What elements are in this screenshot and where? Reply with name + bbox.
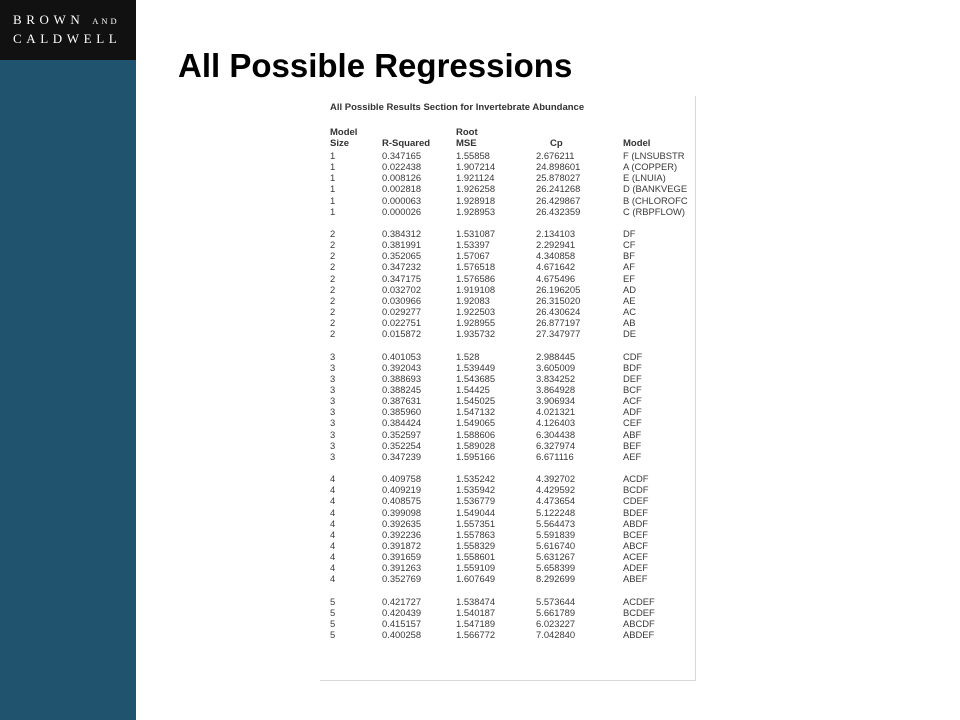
root-mse-cell: 1.576518 bbox=[456, 261, 496, 273]
table-row bbox=[320, 183, 695, 194]
r-squared-cell: 0.420439 bbox=[382, 606, 422, 618]
cp-cell: 8.292699 bbox=[536, 573, 576, 585]
r-squared-cell: 0.022438 bbox=[382, 161, 422, 173]
r-squared-cell: 0.385960 bbox=[382, 406, 422, 418]
root-mse-cell: 1.907214 bbox=[456, 161, 496, 173]
model-cell: ACEF bbox=[623, 551, 649, 563]
table-row bbox=[320, 618, 695, 629]
model-cell: BDF bbox=[623, 361, 642, 373]
r-squared-cell: 0.400258 bbox=[382, 629, 422, 641]
model-cell: DF bbox=[623, 227, 636, 239]
cp-cell: 3.864928 bbox=[536, 383, 576, 395]
cp-cell: 2.134103 bbox=[536, 227, 576, 239]
r-squared-cell: 0.000026 bbox=[382, 205, 422, 217]
cp-cell: 4.021321 bbox=[536, 406, 576, 418]
r-squared-cell: 0.415157 bbox=[382, 617, 422, 629]
root-mse-cell: 1.557863 bbox=[456, 528, 496, 540]
r-squared-cell: 0.399098 bbox=[382, 506, 422, 518]
logo-word-caldwell: CALDWELL bbox=[13, 31, 122, 46]
cp-cell: 4.671642 bbox=[536, 261, 576, 273]
root-mse-cell: 1.535942 bbox=[456, 484, 496, 496]
model-size-cell: 1 bbox=[330, 205, 336, 217]
r-squared-cell: 0.387631 bbox=[382, 395, 422, 407]
root-mse-cell: 1.539449 bbox=[456, 361, 496, 373]
model-size-cell: 4 bbox=[330, 573, 336, 585]
root-mse-cell: 1.547189 bbox=[456, 617, 496, 629]
root-mse-cell: 1.53397 bbox=[456, 239, 490, 251]
model-size-cell: 3 bbox=[330, 428, 336, 440]
r-squared-cell: 0.347175 bbox=[382, 272, 422, 284]
root-mse-cell: 1.55858 bbox=[456, 150, 490, 161]
model-size-cell: 4 bbox=[330, 539, 336, 551]
cp-cell: 4.429592 bbox=[536, 484, 576, 496]
model-cell: CEF bbox=[623, 417, 642, 429]
table-row bbox=[320, 362, 695, 373]
table-row bbox=[320, 473, 695, 484]
r-squared-cell: 0.391872 bbox=[382, 539, 422, 551]
root-mse-cell: 1.92083 bbox=[456, 294, 490, 306]
table-row bbox=[320, 206, 695, 217]
table-row bbox=[320, 495, 695, 506]
r-squared-cell: 0.347232 bbox=[382, 261, 422, 273]
table-row bbox=[320, 295, 695, 306]
model-cell: AB bbox=[623, 317, 636, 329]
model-size-cell: 3 bbox=[330, 372, 336, 384]
root-mse-cell: 1.922503 bbox=[456, 305, 496, 317]
table-row bbox=[320, 507, 695, 518]
table-row bbox=[320, 328, 695, 339]
table-row bbox=[320, 228, 695, 239]
root-mse-cell: 1.595166 bbox=[456, 450, 496, 462]
cp-cell: 5.564473 bbox=[536, 517, 576, 529]
root-mse-cell: 1.928953 bbox=[456, 205, 496, 217]
model-cell: D (BANKVEGE bbox=[623, 183, 688, 195]
table-row bbox=[320, 529, 695, 540]
model-size-cell: 3 bbox=[330, 361, 336, 373]
logo-word-brown: BROWN bbox=[13, 12, 85, 27]
root-mse-cell: 1.538474 bbox=[456, 595, 496, 607]
cp-cell: 5.616740 bbox=[536, 539, 576, 551]
model-cell: F (LNSUBSTR bbox=[623, 150, 685, 161]
r-squared-cell: 0.408575 bbox=[382, 495, 422, 507]
model-cell: ABCF bbox=[623, 539, 649, 551]
r-squared-cell: 0.391659 bbox=[382, 551, 422, 563]
root-mse-cell: 1.543685 bbox=[456, 372, 496, 384]
model-size-cell: 4 bbox=[330, 528, 336, 540]
model-size-cell: 5 bbox=[330, 617, 336, 629]
model-cell: ACDEF bbox=[623, 595, 655, 607]
table-row bbox=[320, 351, 695, 362]
model-cell: A (COPPER) bbox=[623, 161, 678, 173]
r-squared-cell: 0.032702 bbox=[382, 283, 422, 295]
cp-cell: 5.573644 bbox=[536, 595, 576, 607]
model-cell: ADF bbox=[623, 406, 642, 418]
cp-cell: 6.327974 bbox=[536, 439, 576, 451]
model-cell: ABDF bbox=[623, 517, 649, 529]
model-size-cell: 4 bbox=[330, 495, 336, 507]
cp-cell: 3.605009 bbox=[536, 361, 576, 373]
table-row bbox=[320, 384, 695, 395]
header-model: Model bbox=[623, 138, 651, 149]
root-mse-cell: 1.921124 bbox=[456, 172, 495, 184]
results-body bbox=[320, 150, 695, 640]
model-size-cell: 2 bbox=[330, 294, 336, 306]
table-row bbox=[320, 629, 695, 640]
cp-cell: 4.473654 bbox=[536, 495, 576, 507]
model-cell: AEF bbox=[623, 450, 642, 462]
r-squared-cell: 0.000063 bbox=[382, 194, 422, 206]
model-cell: BCDEF bbox=[623, 606, 655, 618]
r-squared-cell: 0.392635 bbox=[382, 517, 422, 529]
table-row bbox=[320, 250, 695, 261]
cp-cell: 4.392702 bbox=[536, 473, 576, 485]
root-mse-cell: 1.928918 bbox=[456, 194, 496, 206]
model-cell: E (LNUIA) bbox=[623, 172, 666, 184]
cp-cell: 26.432359 bbox=[536, 205, 581, 217]
model-size-cell: 2 bbox=[330, 227, 336, 239]
table-row bbox=[320, 484, 695, 495]
r-squared-cell: 0.352769 bbox=[382, 573, 422, 585]
model-cell: DE bbox=[623, 328, 637, 340]
root-mse-cell: 1.566772 bbox=[456, 629, 496, 641]
sidebar-band bbox=[0, 0, 136, 720]
slide-title: All Possible Regressions bbox=[178, 47, 573, 84]
root-mse-cell: 1.607649 bbox=[456, 573, 496, 585]
cp-cell: 5.661789 bbox=[536, 606, 576, 618]
brown-and-caldwell-logo bbox=[0, 0, 136, 60]
model-cell: AD bbox=[623, 283, 637, 295]
model-size-cell: 5 bbox=[330, 595, 336, 607]
model-cell: CF bbox=[623, 239, 636, 251]
r-squared-cell: 0.015872 bbox=[382, 328, 422, 340]
cp-cell: 25.878027 bbox=[536, 172, 581, 184]
table-row bbox=[320, 540, 695, 551]
cp-cell: 6.671116 bbox=[536, 450, 574, 462]
root-mse-cell: 1.558601 bbox=[456, 551, 496, 563]
cp-cell: 5.591839 bbox=[536, 528, 576, 540]
model-cell: ABF bbox=[623, 428, 642, 440]
table-row bbox=[320, 395, 695, 406]
model-size-cell: 2 bbox=[330, 305, 336, 317]
model-size-cell: 3 bbox=[330, 417, 336, 429]
table-row bbox=[320, 518, 695, 529]
table-row bbox=[320, 284, 695, 295]
r-squared-cell: 0.352254 bbox=[382, 439, 422, 451]
root-mse-cell: 1.589028 bbox=[456, 439, 496, 451]
cp-cell: 26.877197 bbox=[536, 317, 581, 329]
model-size-cell: 4 bbox=[330, 517, 336, 529]
table-row bbox=[320, 429, 695, 440]
r-squared-cell: 0.022751 bbox=[382, 317, 422, 329]
table-row bbox=[320, 195, 695, 206]
model-cell: ADEF bbox=[623, 562, 649, 574]
table-row bbox=[320, 306, 695, 317]
table-caption: All Possible Results Section for Invertebrate Abundance bbox=[330, 102, 585, 113]
model-size-cell: 1 bbox=[330, 194, 336, 206]
cp-cell: 26.430624 bbox=[536, 305, 581, 317]
cp-cell: 6.304438 bbox=[536, 428, 576, 440]
table-row bbox=[320, 562, 695, 573]
r-squared-cell: 0.384424 bbox=[382, 417, 422, 429]
model-size-cell: 4 bbox=[330, 551, 336, 563]
table-row bbox=[320, 150, 695, 161]
root-mse-cell: 1.531087 bbox=[456, 227, 496, 239]
model-size-cell: 3 bbox=[330, 406, 336, 418]
root-mse-cell: 1.576586 bbox=[456, 272, 496, 284]
model-size-cell: 1 bbox=[330, 172, 336, 184]
root-mse-cell: 1.535242 bbox=[456, 473, 496, 485]
model-size-cell: 4 bbox=[330, 562, 336, 574]
model-cell: ABDEF bbox=[623, 629, 655, 641]
model-cell: BF bbox=[623, 250, 635, 262]
cp-cell: 4.340858 bbox=[536, 250, 576, 262]
table-row bbox=[320, 161, 695, 172]
cp-cell: 5.631267 bbox=[536, 551, 576, 563]
r-squared-cell: 0.352597 bbox=[382, 428, 422, 440]
model-size-cell: 4 bbox=[330, 473, 336, 485]
cp-cell: 26.315020 bbox=[536, 294, 581, 306]
r-squared-cell: 0.401053 bbox=[382, 350, 422, 362]
model-size-cell: 2 bbox=[330, 283, 336, 295]
r-squared-cell: 0.392236 bbox=[382, 528, 422, 540]
model-cell: EF bbox=[623, 272, 635, 284]
cp-cell: 2.676211 bbox=[536, 150, 575, 161]
r-squared-cell: 0.392043 bbox=[382, 361, 422, 373]
cp-cell: 5.122248 bbox=[536, 506, 576, 518]
table-row bbox=[320, 417, 695, 428]
r-squared-cell: 0.384312 bbox=[382, 227, 422, 239]
model-size-cell: 3 bbox=[330, 395, 336, 407]
root-mse-cell: 1.547132 bbox=[456, 406, 496, 418]
model-cell: ACDF bbox=[623, 473, 649, 485]
root-mse-cell: 1.928955 bbox=[456, 317, 496, 329]
model-size-cell: 2 bbox=[330, 328, 336, 340]
root-mse-cell: 1.559109 bbox=[456, 562, 496, 574]
cp-cell: 26.241268 bbox=[536, 183, 581, 195]
model-cell: BCDF bbox=[623, 484, 649, 496]
root-mse-cell: 1.935732 bbox=[456, 328, 496, 340]
model-size-cell: 3 bbox=[330, 439, 336, 451]
model-cell: AF bbox=[623, 261, 635, 273]
table-row bbox=[320, 451, 695, 462]
cp-cell: 27.347977 bbox=[536, 328, 581, 340]
root-mse-cell: 1.549044 bbox=[456, 506, 496, 518]
cp-cell: 5.658399 bbox=[536, 562, 576, 574]
model-cell: CDF bbox=[623, 350, 643, 362]
cp-cell: 7.042840 bbox=[536, 629, 576, 641]
model-size-cell: 1 bbox=[330, 161, 336, 173]
r-squared-cell: 0.421727 bbox=[382, 595, 422, 607]
table-row bbox=[320, 317, 695, 328]
table-row bbox=[320, 239, 695, 250]
table-row bbox=[320, 172, 695, 183]
model-cell: ACF bbox=[623, 395, 642, 407]
model-cell: BEF bbox=[623, 439, 642, 451]
root-mse-cell: 1.57067 bbox=[456, 250, 490, 262]
root-mse-cell: 1.557351 bbox=[456, 517, 496, 529]
root-mse-cell: 1.536779 bbox=[456, 495, 496, 507]
model-size-cell: 4 bbox=[330, 484, 336, 496]
model-cell: ABEF bbox=[623, 573, 648, 585]
table-row bbox=[320, 607, 695, 618]
model-cell: AE bbox=[623, 294, 636, 306]
cp-cell: 26.196205 bbox=[536, 283, 581, 295]
r-squared-cell: 0.008126 bbox=[382, 172, 422, 184]
cp-cell: 2.292941 bbox=[536, 239, 576, 251]
root-mse-cell: 1.926258 bbox=[456, 183, 496, 195]
r-squared-cell: 0.391263 bbox=[382, 562, 422, 574]
model-size-cell: 3 bbox=[330, 350, 336, 362]
table-row bbox=[320, 273, 695, 284]
model-cell: DEF bbox=[623, 372, 642, 384]
cp-cell: 2.988445 bbox=[536, 350, 576, 362]
cp-cell: 3.834252 bbox=[536, 372, 576, 384]
r-squared-cell: 0.347239 bbox=[382, 450, 422, 462]
table-row bbox=[320, 261, 695, 272]
r-squared-cell: 0.002818 bbox=[382, 183, 422, 195]
logo-word-and: AND bbox=[92, 16, 120, 26]
model-size-cell: 1 bbox=[330, 150, 336, 161]
model-size-cell: 2 bbox=[330, 272, 336, 284]
table-row bbox=[320, 596, 695, 607]
table-row bbox=[320, 406, 695, 417]
cp-cell: 4.126403 bbox=[536, 417, 576, 429]
model-cell: B (CHLOROFC bbox=[623, 194, 688, 206]
model-size-cell: 1 bbox=[330, 183, 336, 195]
root-mse-cell: 1.528 bbox=[456, 350, 480, 362]
model-cell: CDEF bbox=[623, 495, 649, 507]
model-size-cell: 2 bbox=[330, 317, 336, 329]
r-squared-cell: 0.409219 bbox=[382, 484, 422, 496]
header-model-size: Model Size bbox=[330, 127, 358, 149]
model-size-cell: 5 bbox=[330, 606, 336, 618]
r-squared-cell: 0.388245 bbox=[382, 383, 422, 395]
r-squared-cell: 0.030966 bbox=[382, 294, 422, 306]
r-squared-cell: 0.029277 bbox=[382, 305, 422, 317]
model-cell: C (RBPFLOW) bbox=[623, 205, 685, 217]
root-mse-cell: 1.540187 bbox=[456, 606, 496, 618]
model-size-cell: 2 bbox=[330, 261, 336, 273]
table-row bbox=[320, 573, 695, 584]
cp-cell: 3.906934 bbox=[536, 395, 576, 407]
cp-cell: 4.675496 bbox=[536, 272, 576, 284]
model-cell: BCF bbox=[623, 383, 642, 395]
root-mse-cell: 1.558329 bbox=[456, 539, 496, 551]
header-r-squared: R-Squared bbox=[382, 138, 431, 149]
model-size-cell: 2 bbox=[330, 239, 336, 251]
table-row bbox=[320, 373, 695, 384]
r-squared-cell: 0.381991 bbox=[382, 239, 422, 251]
root-mse-cell: 1.549065 bbox=[456, 417, 496, 429]
table-row bbox=[320, 551, 695, 562]
model-size-cell: 5 bbox=[330, 629, 336, 641]
root-mse-cell: 1.588606 bbox=[456, 428, 496, 440]
header-cp: Cp bbox=[550, 138, 563, 149]
root-mse-cell: 1.919108 bbox=[456, 283, 496, 295]
model-size-cell: 4 bbox=[330, 506, 336, 518]
cp-cell: 26.429867 bbox=[536, 194, 581, 206]
model-size-cell: 3 bbox=[330, 450, 336, 462]
table-row bbox=[320, 440, 695, 451]
r-squared-cell: 0.388693 bbox=[382, 372, 422, 384]
model-cell: AC bbox=[623, 305, 637, 317]
model-cell: BDEF bbox=[623, 506, 649, 518]
model-cell: ABCDF bbox=[623, 617, 655, 629]
model-cell: BCEF bbox=[623, 528, 649, 540]
r-squared-cell: 0.352065 bbox=[382, 250, 422, 262]
header-root-mse: Root MSE bbox=[456, 127, 478, 149]
r-squared-cell: 0.347165 bbox=[382, 150, 422, 161]
cp-cell: 6.023227 bbox=[536, 617, 576, 629]
regression-results-table bbox=[320, 96, 696, 681]
model-size-cell: 3 bbox=[330, 383, 336, 395]
cp-cell: 24.898601 bbox=[536, 161, 581, 173]
model-size-cell: 2 bbox=[330, 250, 336, 262]
root-mse-cell: 1.545025 bbox=[456, 395, 496, 407]
root-mse-cell: 1.54425 bbox=[456, 383, 490, 395]
r-squared-cell: 0.409758 bbox=[382, 473, 422, 485]
